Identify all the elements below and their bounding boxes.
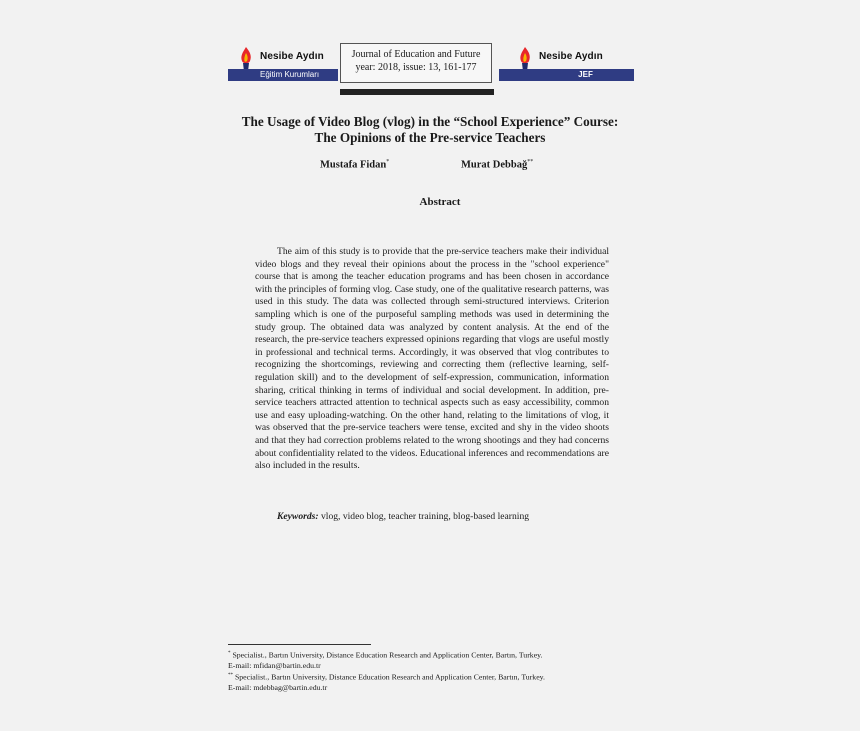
logo-brand-text: Nesibe Aydın [539,51,603,62]
footnote-1-email: E-mail: mfidan@bartin.edu.tr [228,661,321,671]
footnote-1-mark: * [228,651,231,656]
journal-issue: year: 2018, issue: 13, 161-177 [355,62,477,73]
logo-subtitle-bar: JEF [499,69,634,81]
author-2-name: Murat Debbağ [461,159,528,171]
footnote-2-mark: ** [228,673,233,678]
footnote-2-affiliation: Specialist., Bartın University, Distance Education Research and Application Center, Bartın, Turkey. [233,672,546,682]
author-1-mark: * [386,159,390,165]
journal-info-box [340,43,492,83]
footnote-2 [228,671,648,694]
author-1-name: Mustafa Fidan [320,159,387,171]
logo-subtitle-bar: Eğitim Kurumları [228,69,338,81]
paper-title [220,114,640,146]
footnote-2-email: E-mail: mdebbag@bartin.edu.tr [228,683,328,693]
abstract-text: The aim of this study is to provide that the pre-service teachers make their individual video blogs and they reveal their opinions about the process in the "school experience" course that is among the teacher education programs and has been chosen in accordance with the principles of forming vlog. Case study, one of the qualitative research patterns, was used in this study. The data was collected through semi-structured interviews. Criterion sampling which is one of the purposeful sampling methods was used in determining the study group. The obtained data was analyzed by content analysis. At the end of the research, the pre-service teachers expressed opinions regarding that vlogs are useful mostly in professional and technical terms. Accordingly, it was observed that vlog contributes to recognizing the shortcomings, reviewing and correcting them (reflective learning, self-regulation skill) and to the development of self-expression, communication, information sharing, critical thinking in terms of individual and social development. In addition, pre-service teachers attracted attention to technical aspects such as easy accessibility, common use and easy uploading-watching. On the other hand, relating to the limitations of vlog, it was observed that the pre-service teachers were tense, excited and shy in the video shoots and that they had correction problems related to the wrong shootings and they had concerns about confidentiality related to the videos. Educational inferences and recommendations are also included in the results. [255,246,609,472]
journal-box-underline [340,89,494,95]
journal-name: Journal of Education and Future [351,49,481,60]
publisher-logo-left [228,45,338,85]
footnote-divider [228,644,371,645]
footnote-1 [228,649,648,672]
logo-brand-text: Nesibe Aydın [260,51,324,62]
author-2 [461,159,533,171]
author-1 [320,159,389,171]
author-2-mark: ** [527,159,534,165]
keywords [277,511,529,522]
paper-title-line-1: The Usage of Video Blog (vlog) in the “School Experience” Course: [241,114,619,129]
keywords-label: Keywords: [277,511,319,522]
footnote-1-affiliation: Specialist., Bartın University, Distance Education Research and Application Center, Bartın, Turkey. [230,650,543,660]
abstract-heading: Abstract [419,196,461,208]
keywords-value: vlog, video blog, teacher training, blog-based learning [318,511,530,522]
publisher-logo-right [499,45,634,85]
paper-title-line-2: The Opinions of the Pre-service Teachers [314,130,546,145]
